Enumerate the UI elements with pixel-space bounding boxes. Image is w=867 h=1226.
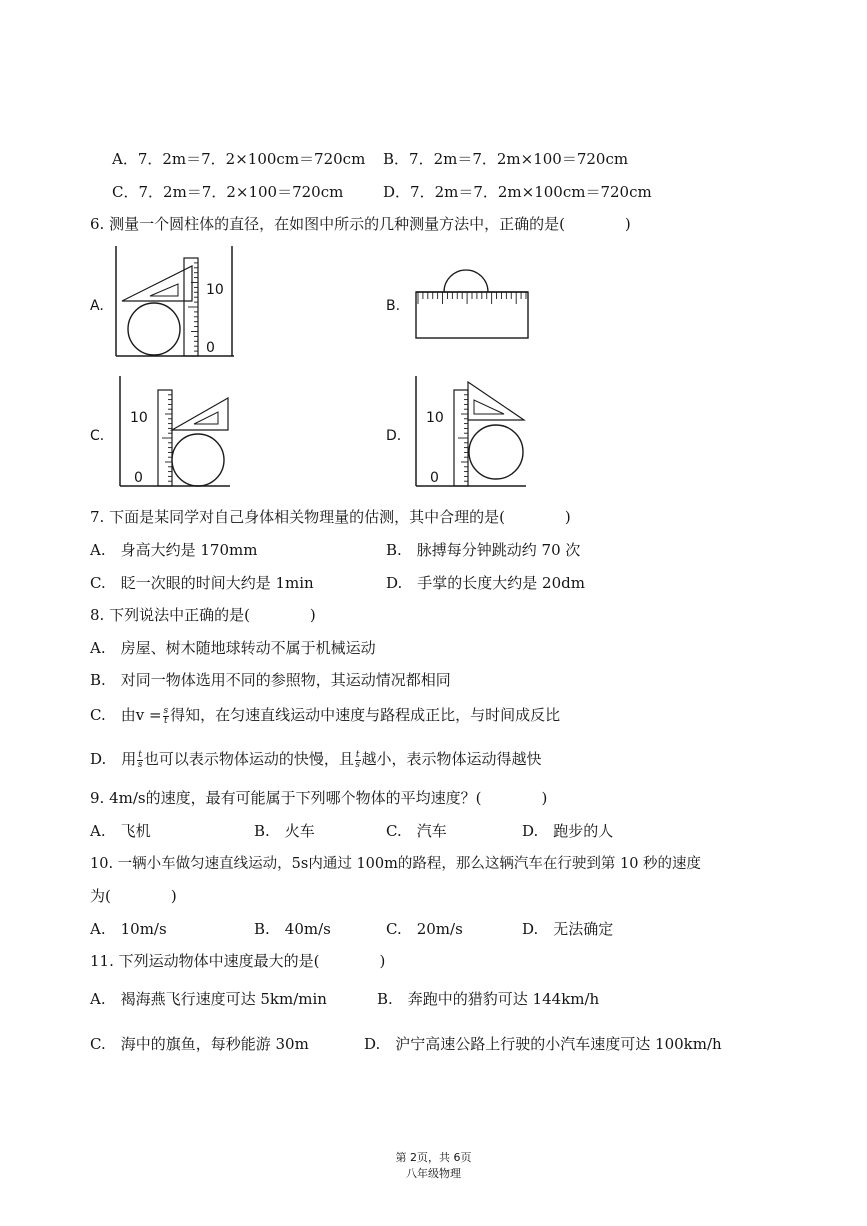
q8-option-d-denominator-2: s	[355, 759, 361, 770]
q7-stem: 7. 下面是某同学对自己身体相关物理量的估测，其中合理的是( )	[90, 508, 571, 526]
q6-figure-c	[112, 376, 232, 491]
q7-option-a: A. 身高大约是 170mm	[90, 541, 258, 559]
q6-figure-c-tick-10: 10	[130, 410, 148, 426]
q5-option-d: D．7．2m＝7．2m×100cm＝720cm	[383, 183, 652, 201]
subject-label: 八年级物理	[406, 1167, 461, 1180]
q8-option-d-fraction-1	[137, 751, 143, 770]
q6-figure-d	[408, 376, 528, 491]
q8-option-a: A. 房屋、树木随地球转动不属于机械运动	[90, 639, 376, 657]
q10-stem-line-1: 10. 一辆小车做匀速直线运动，5s内通过 100m的路程，那么这辆汽车在行驶到第 10 秒的速度	[90, 856, 702, 872]
q9-stem: 9. 4m/s的速度，最有可能属于下列哪个物体的平均速度？( )	[90, 789, 548, 807]
q6-figure-b	[412, 258, 532, 338]
q9-option-c: C. 汽车	[386, 822, 447, 840]
q6-stem: 6. 测量一个圆柱体的直径，在如图中所示的几种测量方法中，正确的是( )	[90, 215, 631, 233]
q11-option-b: B. 奔跑中的猎豹可达 144km/h	[377, 990, 600, 1008]
q9-option-b: B. 火车	[254, 822, 315, 840]
q11-option-d: D. 沪宁高速公路上行驶的小汽车速度可达 100km/h	[364, 1035, 722, 1053]
q6-figure-b-label: B.	[386, 298, 401, 314]
q10-option-a: A. 10m/s	[90, 920, 167, 938]
q8-option-d-fraction-2	[355, 751, 361, 770]
q8-option-c	[90, 705, 560, 726]
q6-figure-d-tick-10: 10	[426, 410, 444, 426]
q8-option-d-numerator-2: t	[355, 749, 360, 760]
q10-option-d: D. 无法确定	[522, 920, 614, 938]
q6-figure-a-tick-10: 10	[206, 282, 224, 298]
q6-figure-d-label: D.	[386, 428, 402, 444]
q8-option-d-suffix: 越小，表示物体运动得越快	[361, 750, 542, 768]
q7-option-b: B. 脉搏每分钟跳动约 70 次	[386, 541, 581, 559]
q8-option-c-denominator: t	[164, 715, 168, 726]
q11-stem: 11. 下列运动物体中速度最大的是( )	[90, 952, 386, 970]
q8-option-b: B. 对同一物体选用不同的参照物，其运动情况都相同	[90, 671, 451, 689]
q7-option-d: D. 手掌的长度大约是 20dm	[386, 574, 585, 592]
q7-option-c: C. 眨一次眼的时间大约是 1min	[90, 574, 314, 592]
q8-option-c-prefix: C. 由v =	[90, 706, 162, 724]
q10-stem-line-2: 为( )	[90, 887, 177, 905]
q10-option-b: B. 40m/s	[254, 920, 331, 938]
q5-option-b: B．7．2m＝7．2m×100＝720cm	[383, 150, 629, 168]
q6-figure-c-tick-0: 0	[134, 470, 143, 486]
q5-option-c: C．7．2m＝7．2×100＝720cm	[112, 183, 344, 201]
q5-option-a: A．7．2m＝7．2×100cm＝720cm	[112, 150, 366, 168]
q9-option-a: A. 飞机	[90, 822, 151, 840]
q8-option-d	[90, 749, 542, 770]
q8-option-c-fraction	[163, 707, 170, 726]
q11-option-c: C. 海中的旗鱼，每秒能游 30m	[90, 1035, 309, 1053]
q10-option-c: C. 20m/s	[386, 920, 463, 938]
q6-figure-a	[112, 246, 242, 361]
q8-option-d-denominator-1: s	[137, 759, 143, 770]
q8-option-c-suffix: 得知，在匀速直线运动中速度与路程成正比，与时间成反比	[170, 706, 561, 724]
q6-figure-a-tick-0: 0	[206, 340, 215, 356]
q6-figure-a-label: A.	[90, 298, 104, 314]
q8-option-d-numerator-1: t	[138, 749, 142, 760]
q9-option-d: D. 跑步的人	[522, 822, 614, 840]
q11-option-a: A. 褐海燕飞行速度可达 5km/min	[90, 990, 327, 1008]
q6-figure-d-tick-0: 0	[430, 470, 439, 486]
page-number: 第 2页，共 6页	[395, 1151, 472, 1164]
q8-option-d-middle: 也可以表示物体运动的快慢，且	[143, 750, 354, 768]
q8-option-c-numerator: s	[163, 705, 169, 716]
q8-option-d-prefix: D. 用	[90, 750, 137, 768]
q8-stem: 8. 下列说法中正确的是( )	[90, 606, 316, 624]
q6-figure-c-label: C.	[90, 428, 105, 444]
